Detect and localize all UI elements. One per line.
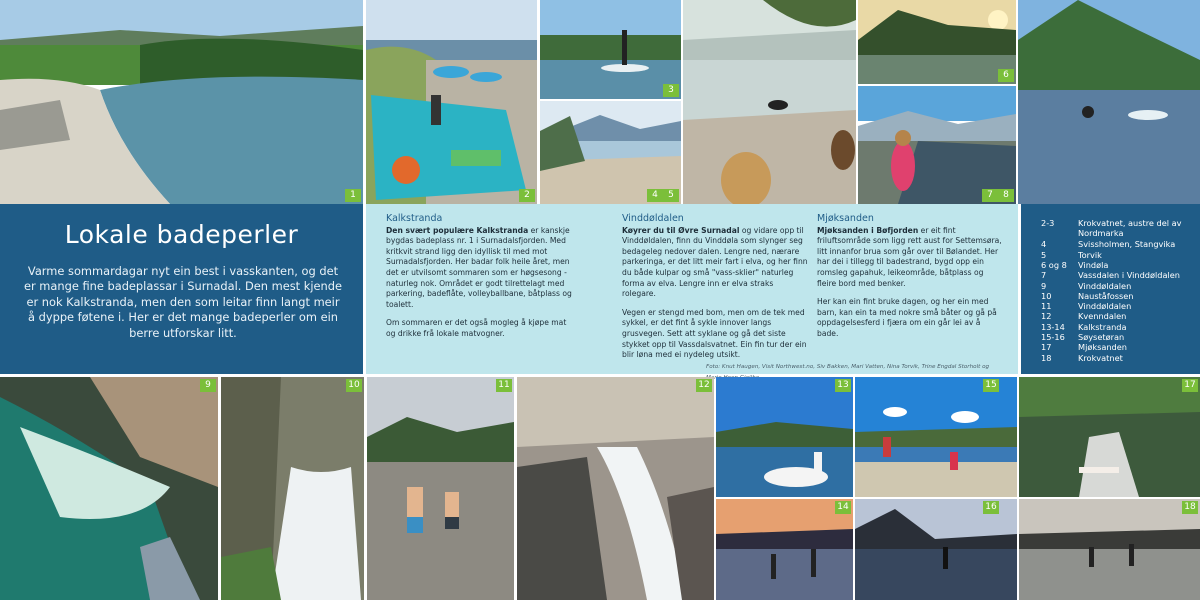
photo-paddleboard (540, 0, 681, 99)
location-name: Vindøla (1078, 260, 1109, 270)
photo-dog-lake (683, 0, 856, 204)
location-number: 15-16 (1041, 332, 1065, 342)
photo-number: 12 (696, 379, 712, 392)
photo-picnic-blanket (366, 0, 537, 204)
location-number: 17 (1041, 342, 1052, 352)
location-name: Krokvatnet (1078, 353, 1123, 363)
location-name: Torvik (1078, 250, 1102, 260)
location-number: 2-3 (1041, 218, 1055, 228)
location-name: Nauståfossen (1078, 291, 1134, 301)
location-number: 18 (1041, 353, 1052, 363)
location-number: 10 (1041, 291, 1052, 301)
photo-number: 3 (663, 84, 679, 97)
photo-naustafossen (221, 377, 364, 600)
intro-text: Varme sommardagar nyt ein best i vasskanten, og det er mange fine badeplassar i Surnadal. Den mest kjende er nok Kalkstranda, men den som leitar finn langt meir å dyppe føtene i. Her er det mange badeperler om ein berre utforskar litt. (24, 264, 342, 340)
location-name: Søysetøran (1078, 332, 1125, 342)
page-title: Lokale badeperler (64, 220, 299, 249)
column-paragraph (817, 226, 1003, 290)
location-name: Kvenndalen (1078, 311, 1127, 321)
photo-krokvatnet-splash (1019, 499, 1200, 600)
photo-river-swimmers (1018, 0, 1200, 204)
photo-number: 5 (663, 189, 679, 202)
photo-number: 16 (983, 501, 999, 514)
title-panel (0, 204, 363, 374)
location-number: 6 og 8 (1041, 260, 1067, 270)
photo-torvik-shore (540, 101, 681, 204)
bold-lead: Køyrer du til Øvre Surnadal (622, 225, 740, 235)
column-paragraph: Vegen er stengd med bom, men om de tek med sykkel, er det fint å sykle innover langs grusvegen. Sett att syklane og gå det siste stykket opp til Vassdalsvatnet. Ein fin tur der ein blir løna med ei nydeleg utsikt. (622, 307, 807, 360)
photo-mjoksanden-dock (1019, 377, 1200, 497)
location-name: Vinddøldalen (1078, 281, 1132, 291)
photo-boys-wading (367, 377, 514, 600)
location-number: 11 (1041, 301, 1052, 311)
location-name: Kalkstranda (1078, 322, 1127, 332)
location-name: Vassdalen i Vinddøldalen (1078, 270, 1180, 280)
text-band (0, 204, 1200, 374)
photo-number: 4 (647, 189, 663, 202)
article-column-kalkstranda (386, 214, 572, 348)
location-number: 12 (1041, 311, 1052, 321)
article-column-mjoksanden (817, 214, 1003, 348)
location-name: Vinddøldalen (1078, 301, 1132, 311)
photo-number: 10 (346, 379, 362, 392)
photo-number: 1 (345, 189, 361, 202)
column-paragraph (386, 226, 572, 311)
column-heading: Vinddøldalen (622, 213, 684, 224)
column-paragraph (622, 226, 808, 300)
photo-number: 13 (835, 379, 851, 392)
photo-number: 6 (998, 69, 1014, 82)
photo-number: 2 (519, 189, 535, 202)
location-name: Mjøksanden (1078, 342, 1127, 352)
photo-number: 9 (200, 379, 216, 392)
location-list (1021, 204, 1200, 374)
photo-number: 18 (1182, 501, 1198, 514)
photo-girl-rocks (858, 86, 1016, 204)
location-name: Krokvatnet, austre del av Nordmarka (1078, 218, 1182, 239)
article-panel (366, 204, 1018, 374)
photo-number: 15 (983, 379, 999, 392)
paragraph-text: og vidare opp til Vinddøldalen, finn du Vinddøla som slynger seg bedageleg nedover dalen. Lengre ned, nærare parkeringa, er det litt meir fart i elva, og her finn du både kulpar og små "vass-sklier" naturleg forma av elva. Lengre inn er elva straks rolegare. (622, 225, 808, 299)
location-number: 5 (1041, 250, 1047, 260)
photo-number: 7 (982, 189, 998, 202)
photo-beach-play (855, 377, 1017, 497)
photo-rocky-river (517, 377, 714, 600)
photo-sunset-kids (716, 499, 853, 600)
paragraph-text: er eit fint friluftsområde som ligg rett aust for Settemsøra, litt innanfor brua som går over til Bølandet. Her har dei i tillegg til badestrand, bygd opp ein romsleg gapahuk, leikeområde, båtplass og fleire bord med benker. (817, 225, 1002, 288)
location-name: Svissholmen, Stangvika (1078, 239, 1176, 249)
photo-unicorn-float (716, 377, 853, 497)
photo-credits: Foto: Knut Haugen, Visit Northwest.no, Siv Bakken, Mari Vatten, Nina Torvik, Trine Engdal Storholt og (706, 364, 990, 370)
photo-green-pool-waterfall (0, 377, 218, 600)
photo-number: 17 (1182, 379, 1198, 392)
location-number: 13-14 (1041, 322, 1065, 332)
location-number: 9 (1041, 281, 1047, 291)
location-number: 4 (1041, 239, 1047, 249)
bold-lead: Mjøksanden i Bøfjorden (817, 225, 919, 235)
article-column-vinddoldalen (622, 214, 808, 369)
photo-number: 8 (998, 189, 1014, 202)
photo-vindola-sunset (858, 0, 1016, 84)
photo-sunset-wading (855, 499, 1017, 600)
photo-number: 14 (835, 501, 851, 514)
column-paragraph: Om sommaren er det også mogleg å kjøpe mat og drikke frå lokale matvogner. (386, 318, 567, 338)
bold-lead: Den svært populære Kalkstranda (386, 225, 529, 235)
column-heading: Kalkstranda (386, 213, 443, 224)
location-number: 7 (1041, 270, 1047, 280)
column-paragraph: Her kan ein fint bruke dagen, og her ein med barn, kan ein ta med nokre små båter og gå på oppdagelsesferd i fjæra om ein går lei av å bade. (817, 297, 997, 338)
paragraph-text: er kanskje bygdas badeplass nr. 1 i Surnadalsfjorden. Med kritkvit strand ligg den idyllisk til med mot Surnadalsfjorden. Her badar folk heile året, men det er utvilsomt sommaren som er høgsesong - naturleg nok. Området er godt tilrettelagt med parkering, badeflåte, volleyballbane, båtplass og toalett. (386, 225, 572, 309)
photo-kalkstranda-beach (0, 0, 363, 204)
column-heading: Mjøksanden (817, 213, 874, 224)
photo-number: 11 (496, 379, 512, 392)
